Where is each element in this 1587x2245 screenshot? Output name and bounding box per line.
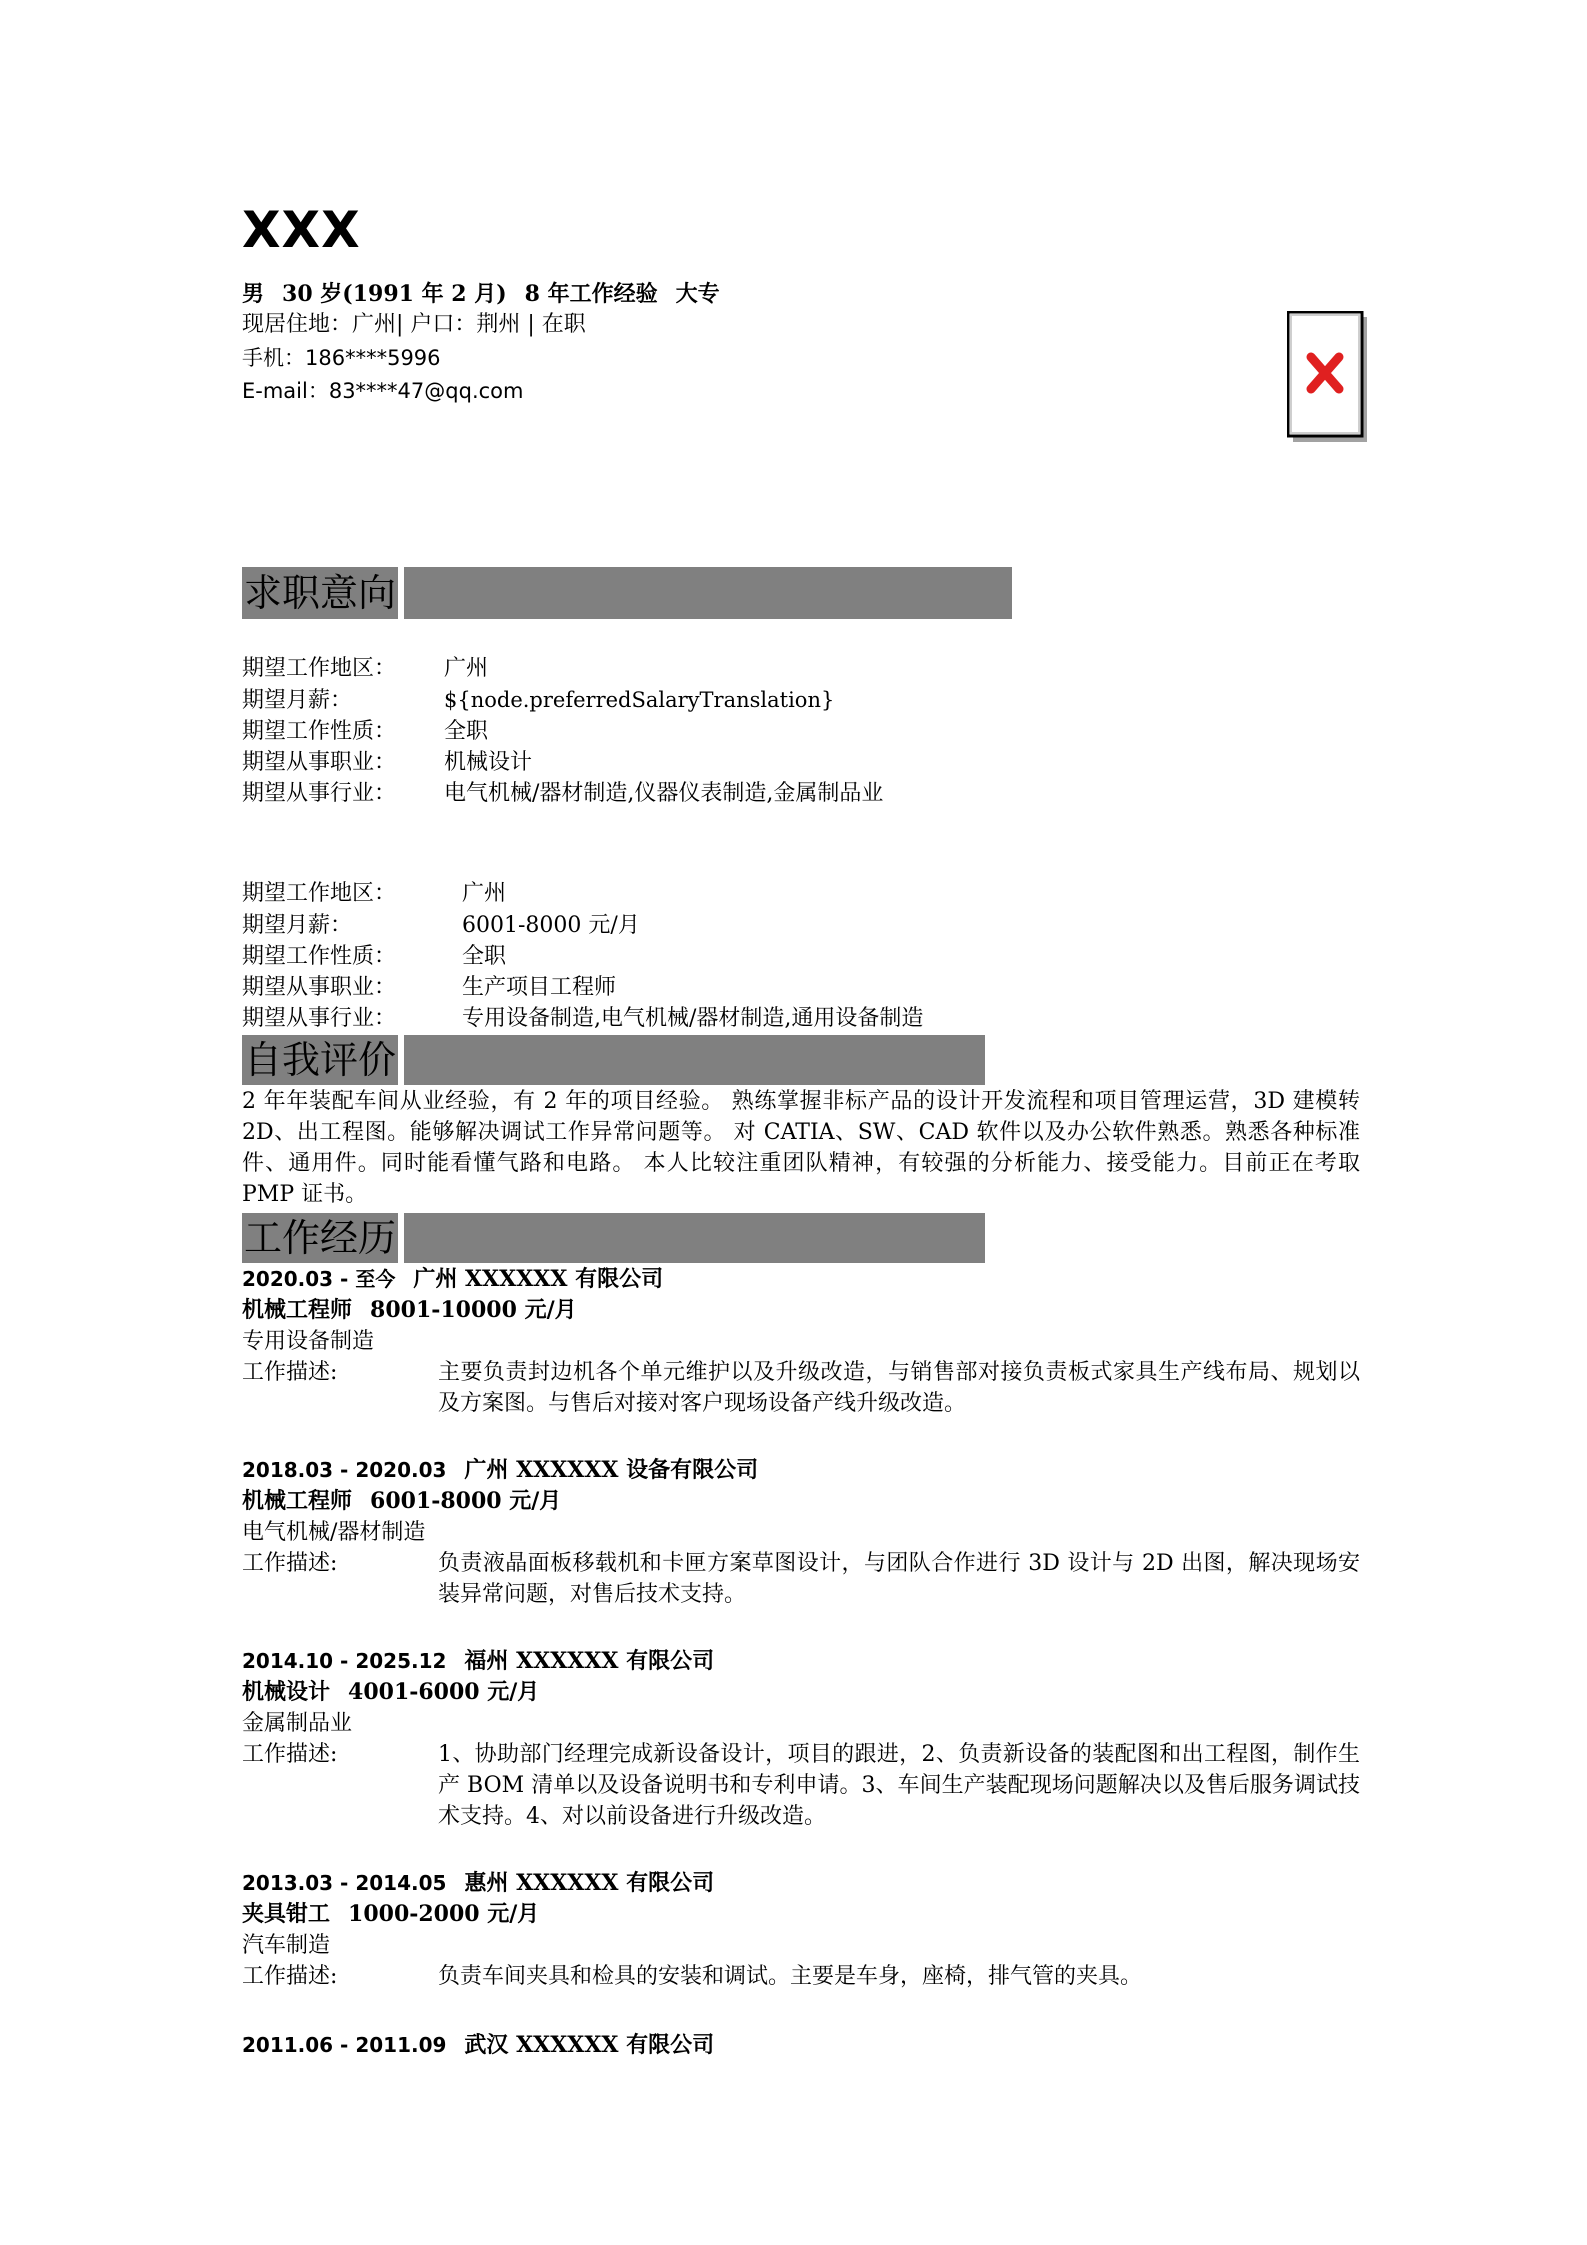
job-2-title-line	[242, 1486, 561, 1517]
job-1-industry: 专用设备制造	[242, 1329, 375, 1354]
job-period: 2013.03 - 2014.05	[242, 1871, 447, 1895]
intention-value: 电气机械/器材制造,仪器仪表制造,金属制品业	[444, 781, 884, 806]
job-company: 广州 XXXXXX 有限公司	[413, 1266, 664, 1292]
intention-value: 生产项目工程师	[462, 975, 617, 1000]
job-2-header	[242, 1455, 758, 1486]
job-desc-label: 工作描述:	[242, 1742, 338, 1767]
job-company: 惠州 XXXXXX 有限公司	[464, 1870, 715, 1896]
job-3-header	[242, 1646, 714, 1677]
gender: 男	[242, 281, 265, 307]
job-period: 2014.10 - 2025.12	[242, 1649, 447, 1673]
job-period: 2018.03 - 2020.03	[242, 1458, 447, 1482]
job-title: 机械设计	[242, 1679, 331, 1705]
intention-label: 期望工作性质：	[242, 719, 397, 744]
job-1-title-line	[242, 1295, 577, 1326]
job-desc-text: 主要负责封边机各个单元维护以及升级改造，与销售部对接负责板式家具生产线布局、规划以及方案图。与售后对接对客户现场设备产线升级改造。	[438, 1360, 1360, 1416]
job-desc-text: 1、协助部门经理完成新设备设计，项目的跟进，2、负责新设备的装配图和出工程图，制作生产 BOM 清单以及设备说明书和专利申请。3、车间生产装配现场问题解决以及售后服务调试技术支持。4、对以前设备进行升级改造。	[438, 1742, 1360, 1829]
intention-label: 期望工作地区：	[242, 656, 397, 681]
intention-label: 期望从事行业：	[242, 781, 397, 806]
intention-label: 期望从事职业：	[242, 975, 397, 1000]
intention-1-row-5	[242, 778, 884, 809]
intention-label: 期望从事职业：	[242, 750, 397, 775]
job-title: 机械工程师	[242, 1488, 353, 1514]
intention-1-row-3	[242, 716, 489, 747]
job-company: 福州 XXXXXX 有限公司	[464, 1648, 715, 1674]
intention-1-row-4	[242, 747, 533, 778]
job-desc-text: 负责液晶面板移载机和卡匣方案草图设计，与团队合作进行 3D 设计与 2D 出图，解决现场安装异常问题，对售后技术支持。	[438, 1551, 1360, 1607]
intention-label: 期望从事行业：	[242, 1006, 397, 1031]
intention-1-row-1	[242, 653, 489, 684]
intention-value: 广州	[444, 656, 489, 681]
intention-label: 期望月薪：	[242, 688, 353, 713]
section-title-intention: 求职意向	[242, 567, 404, 619]
intention-2-row-1	[242, 878, 507, 909]
job-company: 广州 XXXXXX 设备有限公司	[464, 1457, 759, 1483]
intention-1-row-2	[242, 685, 835, 716]
candidate-name: XXX	[242, 201, 361, 259]
intention-label: 期望工作地区：	[242, 881, 397, 906]
intention-value: 广州	[462, 881, 507, 906]
job-4-industry: 汽车制造	[242, 1933, 331, 1958]
job-3-industry: 金属制品业	[242, 1711, 353, 1736]
intention-2-row-5	[242, 1003, 924, 1034]
intention-value: 机械设计	[444, 750, 533, 775]
intention-value: 专用设备制造,电气机械/器材制造,通用设备制造	[462, 1006, 924, 1031]
job-period: 2011.06 - 2011.09	[242, 2033, 447, 2057]
job-4-title-line	[242, 1899, 539, 1930]
section-title-work: 工作经历	[242, 1213, 404, 1263]
email-line: E-mail：83****47@qq.com	[242, 379, 524, 403]
job-salary: 6001-8000 元/月	[370, 1488, 562, 1514]
intention-2-row-4	[242, 972, 617, 1003]
section-title-self-eval: 自我评价	[242, 1035, 404, 1085]
job-desc-text: 负责车间夹具和检具的安装和调试。主要是车身，座椅，排气管的夹具。	[438, 1964, 1143, 1989]
job-2-industry: 电气机械/器材制造	[242, 1520, 426, 1545]
job-salary: 4001-6000 元/月	[348, 1679, 540, 1705]
intention-value: ${node.preferredSalaryTranslation}	[444, 688, 835, 712]
job-period: 2020.03 - 至今	[242, 1267, 396, 1291]
job-5-header	[242, 2030, 714, 2061]
intention-label: 期望工作性质：	[242, 944, 397, 969]
job-company: 武汉 XXXXXX 有限公司	[464, 2032, 715, 2058]
basic-info-line	[242, 278, 720, 310]
intention-value: 6001-8000 元/月	[462, 913, 640, 938]
job-title: 机械工程师	[242, 1297, 353, 1323]
intention-label: 期望月薪：	[242, 913, 353, 938]
job-3-title-line	[242, 1677, 539, 1708]
education: 大专	[675, 281, 720, 307]
phone-line: 手机：186****5996	[242, 346, 441, 370]
job-title: 夹具钳工	[242, 1901, 331, 1927]
intention-value: 全职	[462, 944, 507, 969]
intention-2-row-2	[242, 910, 640, 941]
job-desc-label: 工作描述:	[242, 1964, 338, 1989]
job-salary: 1000-2000 元/月	[348, 1901, 540, 1927]
experience: 8 年工作经验	[524, 281, 658, 307]
job-desc-label: 工作描述:	[242, 1360, 338, 1385]
self-evaluation-text: 2 年年装配车间从业经验，有 2 年的项目经验。 熟练掌握非标产品的设计开发流程和项目管理运营，3D 建模转 2D、出工程图。能够解决调试工作异常问题等。 对 CATIA、SW、CAD 软件以及办公软件熟悉。熟悉各种标准件、通用件。同时能看懂气路和电路。 本人比较注重团队精神，有较强的分析能力、接受能力。目前正在考取 PMP 证书。	[242, 1089, 1360, 1207]
job-1-header	[242, 1264, 663, 1295]
residence-line: 现居住地：广州| 户口：荆州 | 在职	[242, 312, 586, 337]
job-4-header	[242, 1868, 714, 1899]
job-salary: 8001-10000 元/月	[370, 1297, 577, 1323]
broken-photo-icon	[1287, 311, 1369, 444]
age: 30 岁(1991 年 2 月)	[282, 281, 507, 307]
job-desc-label: 工作描述:	[242, 1551, 338, 1576]
intention-value: 全职	[444, 719, 489, 744]
intention-2-row-3	[242, 941, 507, 972]
